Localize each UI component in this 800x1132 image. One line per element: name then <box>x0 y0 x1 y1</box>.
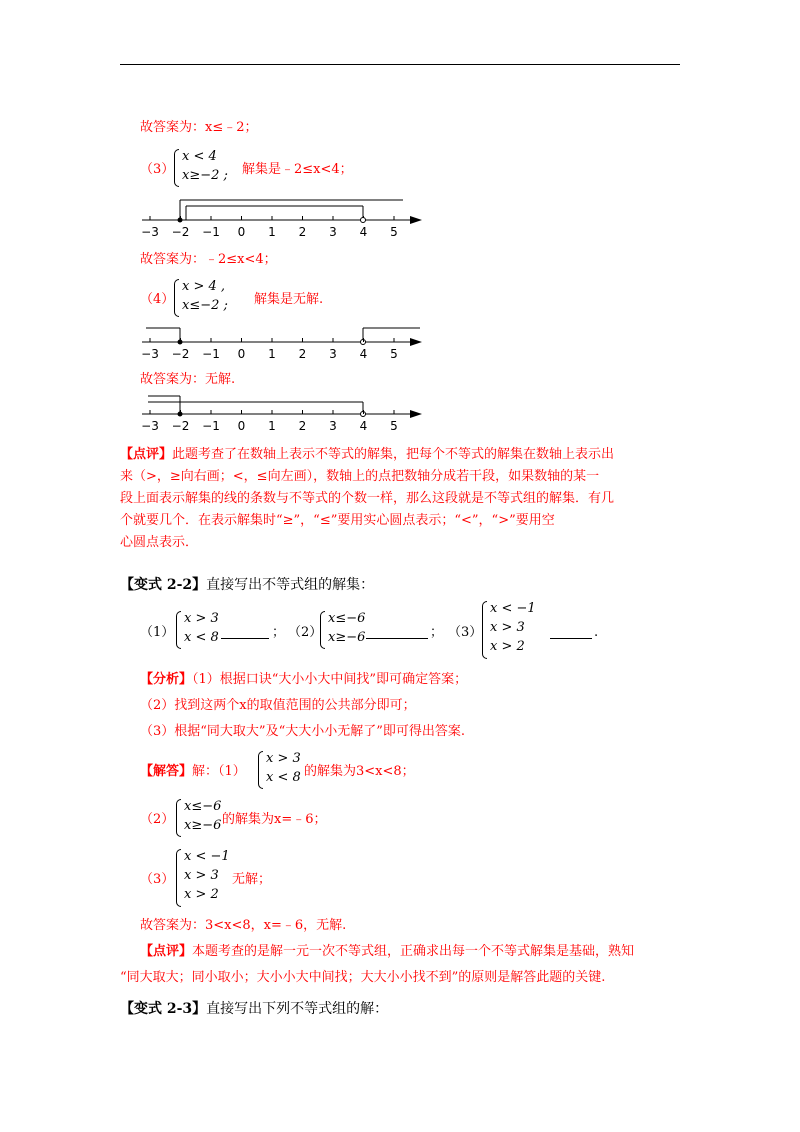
axis-tick-label: 0 <box>237 419 246 433</box>
answer-blank-1[interactable] <box>221 626 269 639</box>
review-line: 心圆点表示． <box>120 535 199 550</box>
variant-2-2-heading <box>120 574 374 594</box>
axis-tick-label: 1 <box>268 419 276 433</box>
analysis-tag: 【分析】 <box>140 672 193 687</box>
review-line: 此题考查了在数轴上表示不等式的解集，把每个不等式的解集在数轴上表示出 <box>172 447 615 462</box>
brace-icon <box>176 611 181 649</box>
q4-ineq-2: x≤−2 ; <box>182 298 228 313</box>
axis-tick-label: −1 <box>202 225 220 239</box>
axis-tick-label: 2 <box>298 419 307 433</box>
axis-tick-label: 3 <box>329 225 337 239</box>
axis-tick-label: 4 <box>359 419 368 433</box>
review-2-line-1 <box>140 944 634 960</box>
solution-tag: 【解答】 <box>140 764 193 779</box>
separator: ； <box>272 625 286 640</box>
p1-ineq-2: x < 8 <box>184 630 219 645</box>
s2-result: 的解集为x=﹣6； <box>222 812 327 827</box>
s3-system <box>176 848 236 908</box>
solution-intro-text: 解：（1） <box>192 764 246 779</box>
analysis-line-1 <box>140 672 467 688</box>
header-rule <box>120 64 680 65</box>
p3-label: （3） <box>448 625 483 640</box>
axis-tick-label: −1 <box>202 347 220 361</box>
axis-tick-label: 1 <box>268 225 276 239</box>
axis-tick-label: 2 <box>298 347 307 361</box>
brace-icon <box>176 799 181 837</box>
review-tag: 【点评】 <box>140 944 193 959</box>
solution-intro <box>140 764 246 780</box>
brace-icon <box>320 611 325 649</box>
number-line-q3 <box>138 192 428 248</box>
s3-ineq-1: x < −1 <box>184 849 230 864</box>
analysis-line-2: （2）找到这两个x的取值范围的公共部分即可； <box>140 698 416 713</box>
review-line: 来（>，≥向右画；<，≤向左画），数轴上的点把数轴分成若干段，如果数轴的某一 <box>120 469 600 484</box>
answer-blank-3[interactable] <box>550 626 592 639</box>
p3-ineq-2: x > 3 <box>490 620 525 635</box>
final-answer: 故答案为：3<x<8，x=﹣6，无解. <box>140 918 347 933</box>
review-2-line-2: “同大取大；同小取小；大小小大中间找；大大小小找不到”的原则是解答此题的关键. <box>120 970 606 985</box>
axis-tick-label: −3 <box>141 347 159 361</box>
axis-tick-label: −2 <box>171 419 190 433</box>
period: . <box>594 625 599 640</box>
p1-label: （1） <box>140 625 175 640</box>
s2-label: （2） <box>140 812 175 827</box>
axis-tick-label: 2 <box>298 225 307 239</box>
p2-label: （2） <box>288 625 323 640</box>
axis-tick-label: 1 <box>268 347 276 361</box>
s3-label: （3） <box>140 872 175 887</box>
q4-result: 解集是无解. <box>254 292 324 307</box>
axis-tick-label: 3 <box>329 419 337 433</box>
brace-icon <box>174 149 179 187</box>
axis-tick-label: 3 <box>329 347 337 361</box>
axis-tick-label: −2 <box>171 347 190 361</box>
number-line-answer <box>138 392 428 442</box>
q3-ineq-2: x≥−2 ; <box>182 168 228 183</box>
variant-text: 直接写出下列不等式组的解： <box>206 1001 389 1017</box>
variant-tag: 【变式 2-2】 <box>120 577 207 593</box>
s1-ineq-1: x > 3 <box>266 751 301 766</box>
answer-line-2: 故答案为：﹣2≤x<4； <box>140 252 277 267</box>
p1-ineq-1: x > 3 <box>184 611 219 626</box>
s3-result: 无解； <box>232 872 272 887</box>
review-line: 段上面表示解集的线的条数与不等式的个数一样，那么这段就是不等式组的解集．有几 <box>120 491 615 506</box>
review-text: 本题考查的是解一元一次不等式组，正确求出每一个不等式解集是基础，熟知 <box>192 944 635 959</box>
s3-ineq-2: x > 3 <box>184 868 219 883</box>
brace-icon <box>174 279 179 317</box>
number-line-q4 <box>138 322 428 364</box>
answer-line-3: 故答案为：无解. <box>140 372 236 387</box>
axis-tick-label: −1 <box>202 419 220 433</box>
brace-icon <box>482 601 487 659</box>
p3-ineq-1: x < −1 <box>490 601 536 616</box>
variant-tag: 【变式 2-3】 <box>120 1001 207 1017</box>
review-paragraph-1 <box>120 444 680 554</box>
axis-tick-label: −3 <box>141 419 159 433</box>
s2-ineq-1: x≤−6 <box>184 799 222 814</box>
p3-ineq-3: x > 2 <box>490 639 525 654</box>
variant-text: 直接写出不等式组的解集： <box>206 577 375 593</box>
axis-tick-label: 0 <box>237 225 246 239</box>
q4-system <box>174 278 264 318</box>
q3-label: （3） <box>140 162 175 177</box>
brace-icon <box>258 751 263 789</box>
review-tag: 【点评】 <box>120 447 173 462</box>
s2-ineq-2: x≥−6 <box>184 818 222 833</box>
q4-label: （4） <box>140 292 175 307</box>
analysis-line-3: （3）根据“同大取大”及“大大小小无解了”即可得出答案. <box>140 724 465 739</box>
axis-tick-label: 4 <box>359 347 368 361</box>
axis-tick-label: 5 <box>390 225 398 239</box>
axis-tick-label: 5 <box>390 347 398 361</box>
s1-ineq-2: x < 8 <box>266 770 301 785</box>
s1-result: 的解集为3<x<8； <box>304 764 415 779</box>
axis-tick-label: −2 <box>171 225 190 239</box>
answer-blank-2[interactable] <box>366 626 428 639</box>
axis-tick-label: −3 <box>141 225 159 239</box>
axis-tick-label: 5 <box>390 419 398 433</box>
analysis-text: （1）根据口诀“大小小大中间找”即可确定答案； <box>192 672 468 687</box>
s3-ineq-3: x > 2 <box>184 887 219 902</box>
axis-tick-label: 0 <box>237 347 246 361</box>
q3-ineq-1: x < 4 <box>182 149 217 164</box>
brace-icon <box>176 849 181 907</box>
review-line: 个就要几个．在表示解集时“≥”，“≤”要用实心圆点表示；“<”，“>”要用空 <box>120 513 555 528</box>
axis-tick-label: 4 <box>359 225 368 239</box>
answer-line-1: 故答案为：x≤﹣2； <box>140 120 258 135</box>
q3-result: 解集是﹣2≤x<4； <box>242 162 353 177</box>
variant-2-3-heading <box>120 998 388 1018</box>
p2-ineq-2: x≥−6 <box>328 630 366 645</box>
q4-ineq-1: x > 4 , <box>182 279 226 294</box>
separator: ； <box>430 625 444 640</box>
p2-ineq-1: x≤−6 <box>328 611 366 626</box>
